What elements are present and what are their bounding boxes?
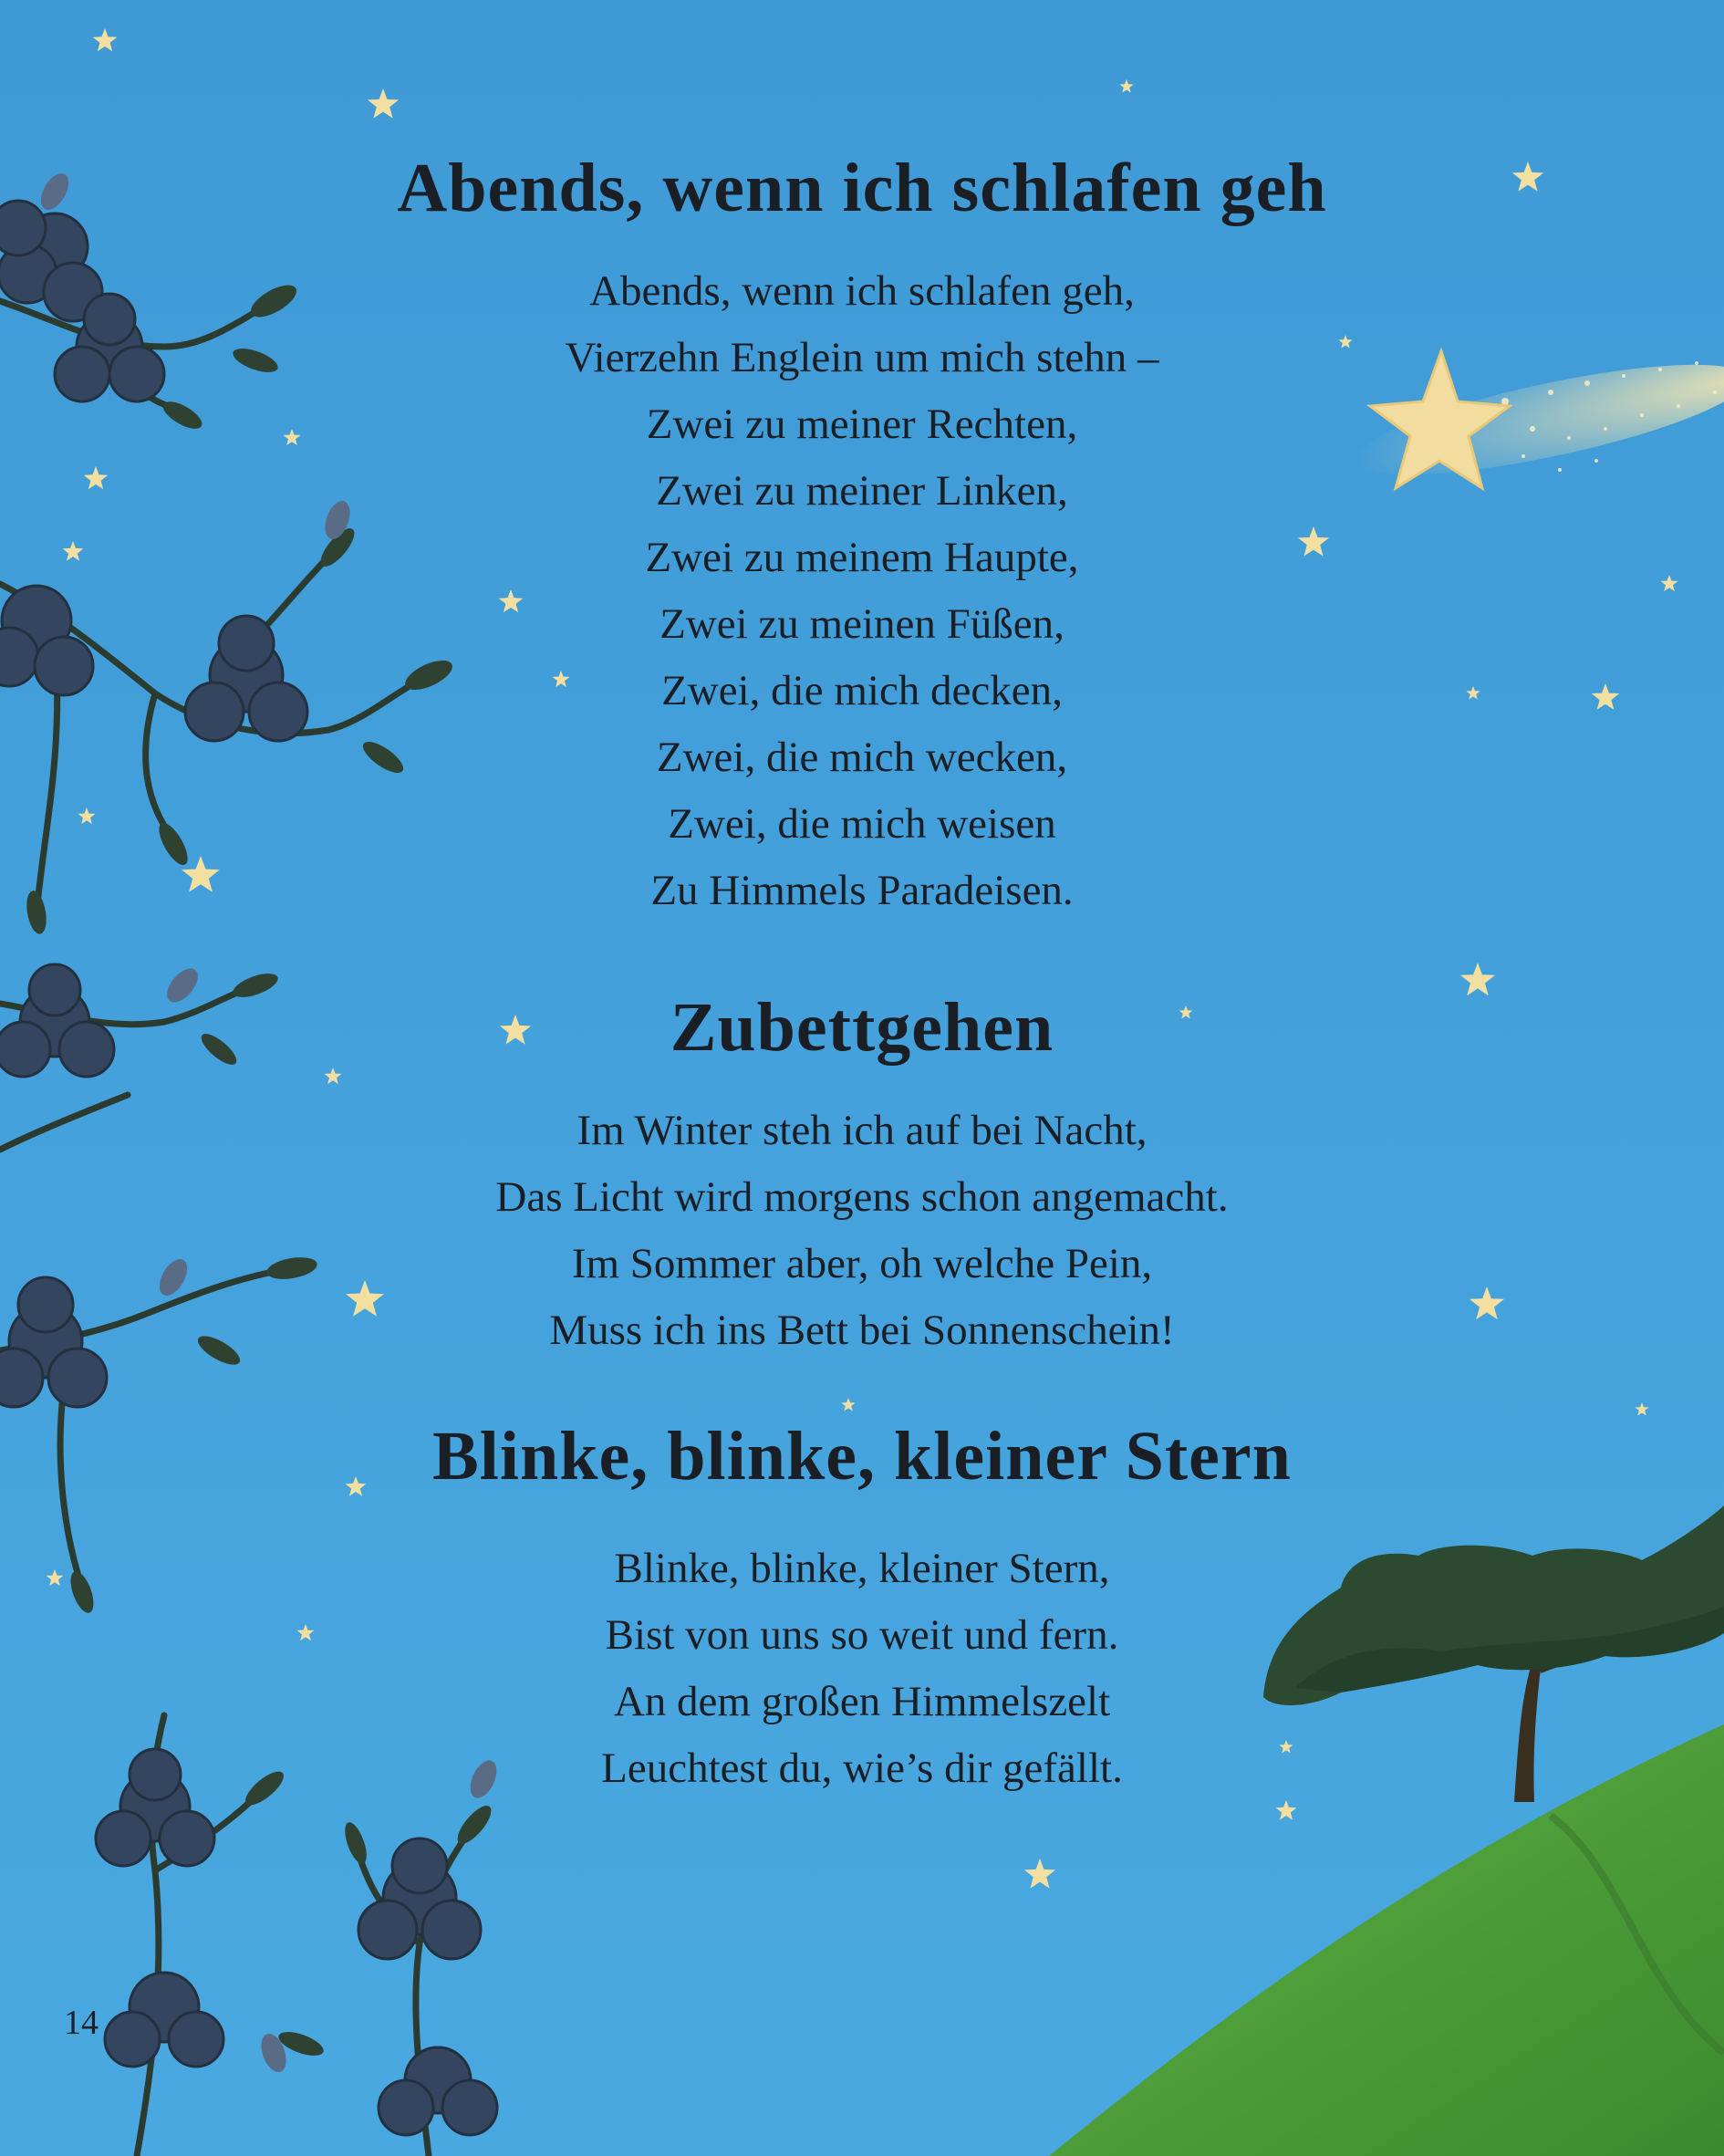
poem-line: Zwei, die mich weisen [668, 799, 1056, 848]
poem-line: Zwei zu meiner Rechten, [646, 400, 1078, 448]
poem-line: Zwei, die mich wecken, [656, 733, 1068, 781]
poem-line: Das Licht wird morgens schon angemacht. [495, 1172, 1229, 1221]
poem-title: Zubettgehen [670, 989, 1054, 1066]
poem-line: Im Winter steh ich auf bei Nacht, [576, 1106, 1148, 1154]
poem-line: Zwei zu meinen Füßen, [659, 599, 1065, 648]
poem-lines [0, 1098, 1724, 1364]
poem-line: Vierzehn Englein um mich stehn – [565, 333, 1159, 381]
poem-line: Im Sommer aber, oh welche Pein, [571, 1239, 1153, 1287]
poem-line: Bist von uns so weit und fern. [605, 1610, 1119, 1659]
poem-line: Zwei zu meiner Linken, [656, 466, 1068, 515]
page-number: 14 [64, 2004, 99, 2042]
poem-line: Zwei zu meinem Haupte, [645, 533, 1079, 581]
poem-line: Abends, wenn ich schlafen geh, [589, 266, 1135, 315]
poem-line: An dem großen Himmelszelt [613, 1677, 1111, 1725]
poem-line: Zu Himmels Paradeisen. [650, 866, 1074, 914]
poem-zubettgehen [0, 990, 1724, 1364]
poem-line: Leuchtest du, wie’s dir gefällt. [601, 1744, 1123, 1792]
poem-title: Abends, wenn ich schlafen geh [397, 150, 1327, 226]
poem-lines [0, 258, 1724, 924]
poem-title: Blinke, blinke, kleiner Stern [432, 1418, 1292, 1495]
poem-abends [0, 151, 1724, 924]
poem-line: Muss ich ins Bett bei Sonnenschein! [549, 1306, 1175, 1354]
poem-line: Blinke, blinke, kleiner Stern, [614, 1544, 1110, 1592]
poem-blinke [0, 1419, 1724, 1802]
poem-line: Zwei, die mich decken, [661, 666, 1063, 714]
poem-lines [0, 1536, 1724, 1802]
